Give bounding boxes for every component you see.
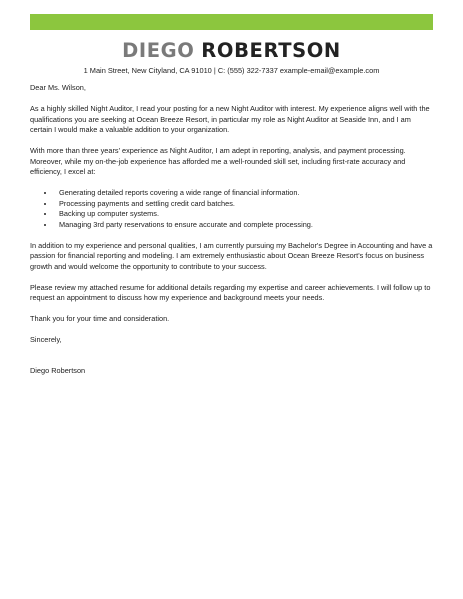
paragraph-2: With more than three years' experience as Night Auditor, I am adept in reporting, analysis, and payment processing. Moreover, while my on-the-job experience has afforded me a well-rounded skill set, including first-rate accuracy and efficiency, I excel at: (30, 146, 406, 176)
paragraph-5: Thank you for your time and consideration. (30, 314, 170, 323)
paragraph-3: In addition to my experience and personal qualities, I am currently pursuing my Bachelor's Degree in Accounting and have a passion for financial reporting and modeling. I am extremely enthusiastic about Ocean Breeze Resort's focus on business growth and would welcome the opportunity to contribute to your success. (30, 240, 433, 271)
paragraph-4: Please review my attached resume for additional details regarding my expertise and career achievements. I will follow up to request an appointment to discuss how my experience and background meets your needs. (30, 282, 431, 302)
paragraph-1: As a highly skilled Night Auditor, I read your posting for a new Night Auditor with interest. My experience aligns well with the qualifications you are seeking at Ocean Breeze Resort, in particular my role as Night Auditor at Seaside Inn, and I am certain I would make a valuable addition to your organization. (30, 104, 430, 134)
list-item: • Managing 3rd party reservations to ensure accurate and complete processing. (55, 220, 433, 231)
letter-body (30, 83, 433, 387)
first-name: DIEGO (122, 39, 195, 62)
last-name: ROBERTSON (201, 39, 341, 62)
skills-list (30, 188, 433, 230)
closing: Sincerely, (30, 335, 62, 344)
salutation: Dear Ms. Wilson, (30, 83, 86, 92)
header-accent-bar (30, 14, 433, 30)
contact-line: 1 Main Street, New Cityland, CA 91010 | C: (555) 322-7337 example-email@example.com (83, 66, 380, 75)
applicant-name (0, 38, 463, 64)
list-item: • Backing up computer systems. (55, 209, 433, 220)
list-item: • Generating detailed reports covering a wide range of financial information. (55, 188, 433, 199)
list-item: • Processing payments and settling credit card batches. (55, 199, 433, 210)
signature: Diego Robertson (30, 366, 86, 375)
